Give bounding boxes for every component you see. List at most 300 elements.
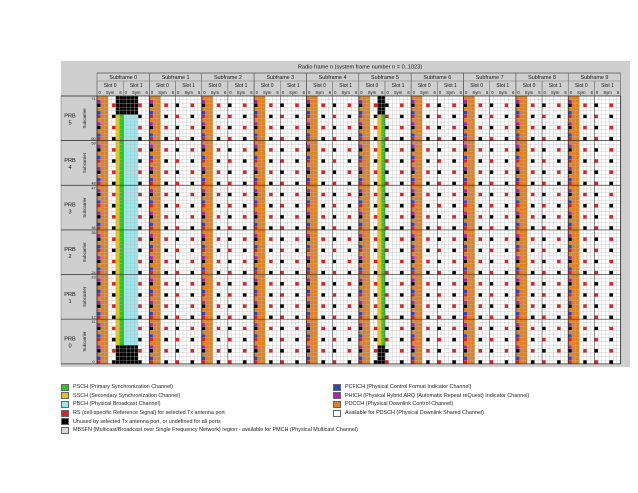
resource-element: [187, 122, 191, 126]
resource-element: [351, 118, 355, 122]
resource-element: [598, 156, 602, 160]
resource-element: [606, 111, 610, 115]
resource-element: [355, 129, 359, 133]
resource-element: [247, 156, 251, 160]
resource-element: [310, 137, 314, 141]
resource-element: [220, 111, 224, 115]
resource-element: [572, 103, 576, 107]
resource-element: [239, 141, 243, 145]
resource-element: [512, 122, 516, 126]
symbol-label: 0: [596, 90, 599, 95]
resource-element: [239, 156, 243, 160]
resource-element: [422, 96, 426, 100]
resource-element: [291, 137, 295, 141]
resource-element: [430, 115, 434, 119]
slot-label: Slot 1: [392, 83, 405, 89]
resource-element: [381, 137, 385, 141]
resource-element: [142, 129, 146, 133]
resource-element: [583, 107, 587, 111]
resource-element: [613, 103, 617, 107]
resource-element: [576, 115, 580, 119]
resource-element: [426, 126, 430, 130]
resource-element: [594, 118, 598, 122]
prb-label: PRB: [64, 292, 76, 298]
resource-element: [108, 141, 112, 145]
slot-label: Slot 0: [313, 83, 326, 89]
resource-element: [194, 107, 198, 111]
resource-element: [153, 126, 157, 130]
resource-element: [142, 111, 146, 115]
resource-element: [291, 126, 295, 130]
resource-element: [493, 148, 497, 152]
resource-element: [348, 129, 352, 133]
resource-element: [269, 144, 273, 148]
symbol-label: Sym: [525, 90, 534, 95]
resource-element: [344, 96, 348, 100]
resource-element: [565, 133, 569, 137]
resource-element: [516, 137, 520, 141]
resource-element: [512, 115, 516, 119]
resource-element: [366, 163, 370, 167]
resource-element: [288, 126, 292, 130]
resource-element: [179, 118, 183, 122]
resource-element: [333, 163, 337, 167]
resource-element: [209, 103, 213, 107]
resource-element: [553, 107, 557, 111]
resource-element: [250, 118, 254, 122]
resource-element: [161, 111, 165, 115]
resource-element: [501, 152, 505, 156]
resource-element: [116, 111, 120, 115]
resource-element: [310, 103, 314, 107]
resource-element: [527, 144, 531, 148]
resource-element: [153, 96, 157, 100]
resource-element: [493, 163, 497, 167]
resource-element: [101, 111, 105, 115]
resource-element: [104, 137, 108, 141]
resource-element: [441, 133, 445, 137]
resource-element: [277, 107, 281, 111]
resource-element: [355, 137, 359, 141]
resource-element: [97, 148, 101, 152]
resource-element: [228, 103, 232, 107]
resource-element: [318, 156, 322, 160]
resource-element: [445, 126, 449, 130]
resource-element: [348, 115, 352, 119]
resource-element: [269, 96, 273, 100]
resource-element: [579, 126, 583, 130]
resource-element: [415, 152, 419, 156]
resource-element: [617, 126, 621, 130]
resource-element: [404, 107, 408, 111]
resource-element: [415, 107, 419, 111]
resource-element: [366, 159, 370, 163]
resource-element: [202, 103, 206, 107]
resource-element: [146, 122, 150, 126]
resource-element: [467, 122, 471, 126]
resource-element: [277, 126, 281, 130]
resource-element: [482, 107, 486, 111]
resource-element: [168, 103, 172, 107]
resource-element: [478, 163, 482, 167]
resource-element: [321, 141, 325, 145]
resource-element: [258, 152, 262, 156]
resource-element: [164, 129, 168, 133]
resource-element: [445, 152, 449, 156]
resource-element: [265, 163, 269, 167]
resource-element: [385, 100, 389, 104]
resource-element: [104, 107, 108, 111]
resource-element: [273, 115, 277, 119]
resource-element: [512, 133, 516, 137]
resource-element: [561, 152, 565, 156]
resource-element: [434, 148, 438, 152]
resource-element: [471, 133, 475, 137]
resource-element: [557, 141, 561, 145]
resource-element: [617, 141, 621, 145]
resource-element: [269, 126, 273, 130]
resource-element: [146, 100, 150, 104]
resource-element: [609, 103, 613, 107]
resource-element: [452, 118, 456, 122]
resource-element: [213, 133, 217, 137]
resource-element: [321, 159, 325, 163]
resource-element: [606, 156, 610, 160]
resource-element: [284, 144, 288, 148]
resource-element: [404, 111, 408, 115]
resource-element: [609, 133, 613, 137]
resource-element: [97, 156, 101, 160]
resource-element: [441, 122, 445, 126]
resource-element: [299, 118, 303, 122]
resource-element: [318, 159, 322, 163]
resource-element: [258, 115, 262, 119]
resource-element: [478, 144, 482, 148]
resource-element: [239, 133, 243, 137]
resource-element: [553, 111, 557, 115]
resource-element: [561, 103, 565, 107]
resource-element: [310, 118, 314, 122]
resource-element: [572, 122, 576, 126]
resource-element: [538, 144, 542, 148]
resource-element: [583, 133, 587, 137]
resource-element: [617, 163, 621, 167]
resource-element: [157, 100, 161, 104]
resource-element: [329, 126, 333, 130]
resource-element: [291, 107, 295, 111]
resource-element: [576, 163, 580, 167]
slot-label: Slot 0: [261, 83, 274, 89]
resource-element: [228, 118, 232, 122]
resource-element: [112, 122, 116, 126]
resource-element: [344, 156, 348, 160]
resource-element: [497, 141, 501, 145]
resource-element: [572, 137, 576, 141]
resource-element: [430, 156, 434, 160]
resource-element: [191, 152, 195, 156]
resource-element: [609, 152, 613, 156]
resource-element: [617, 152, 621, 156]
resource-element: [464, 141, 468, 145]
resource-element: [568, 103, 572, 107]
resource-element: [325, 122, 329, 126]
resource-element: [348, 100, 352, 104]
resource-element: [325, 115, 329, 119]
resource-element: [460, 159, 464, 163]
resource-element: [426, 144, 430, 148]
resource-element: [396, 126, 400, 130]
resource-element: [157, 167, 161, 171]
resource-element: [116, 159, 120, 163]
resource-element: [538, 148, 542, 152]
symbol-label: 0: [256, 90, 259, 95]
resource-element: [445, 115, 449, 119]
resource-element: [583, 118, 587, 122]
resource-element: [262, 115, 266, 119]
resource-element: [101, 141, 105, 145]
resource-element: [583, 103, 587, 107]
resource-element: [392, 156, 396, 160]
resource-element: [321, 156, 325, 160]
resource-element: [456, 122, 460, 126]
resource-element: [205, 107, 209, 111]
resource-element: [370, 107, 374, 111]
resource-element: [400, 148, 404, 152]
resource-element: [475, 118, 479, 122]
resource-element: [512, 103, 516, 107]
resource-element: [602, 100, 606, 104]
resource-element: [247, 133, 251, 137]
resource-element: [172, 115, 176, 119]
resource-element: [198, 100, 202, 104]
resource-element: [239, 115, 243, 119]
resource-element: [527, 137, 531, 141]
resource-element: [258, 144, 262, 148]
resource-element: [538, 126, 542, 130]
resource-element: [187, 103, 191, 107]
resource-element: [355, 156, 359, 160]
resource-element: [142, 163, 146, 167]
resource-element: [108, 129, 112, 133]
resource-element: [602, 107, 606, 111]
resource-element: [351, 129, 355, 133]
subframe-label: Subframe 6: [423, 75, 451, 81]
resource-element: [411, 129, 415, 133]
resource-element: [220, 103, 224, 107]
resource-element: [452, 152, 456, 156]
resource-element: [411, 115, 415, 119]
resource-element: [306, 107, 310, 111]
resource-element: [609, 137, 613, 141]
resource-element: [550, 156, 554, 160]
resource-element: [419, 96, 423, 100]
resource-element: [374, 122, 378, 126]
resource-element: [168, 144, 172, 148]
resource-element: [149, 152, 153, 156]
resource-element: [172, 103, 176, 107]
resource-element: [161, 115, 165, 119]
resource-element: [310, 144, 314, 148]
resource-element: [557, 129, 561, 133]
resource-element: [149, 118, 153, 122]
resource-element: [531, 152, 535, 156]
resource-element: [310, 100, 314, 104]
resource-element: [277, 156, 281, 160]
resource-element: [546, 111, 550, 115]
resource-element: [232, 156, 236, 160]
resource-element: [112, 148, 116, 152]
resource-element: [277, 115, 281, 119]
resource-element: [359, 163, 363, 167]
resource-element: [318, 115, 322, 119]
resource-element: [493, 100, 497, 104]
resource-element: [396, 163, 400, 167]
resource-element: [314, 137, 318, 141]
resource-element: [280, 100, 284, 104]
resource-element: [262, 144, 266, 148]
resource-element: [553, 137, 557, 141]
resource-element: [306, 103, 310, 107]
resource-element: [464, 103, 468, 107]
resource-element: [594, 148, 598, 152]
resource-element: [217, 129, 221, 133]
resource-element: [288, 144, 292, 148]
resource-element: [254, 159, 258, 163]
resource-element: [191, 159, 195, 163]
resource-element: [217, 111, 221, 115]
resource-element: [243, 129, 247, 133]
resource-element: [464, 133, 468, 137]
resource-element: [449, 152, 453, 156]
resource-element: [224, 107, 228, 111]
resource-element: [374, 159, 378, 163]
resource-element: [336, 126, 340, 130]
resource-element: [415, 103, 419, 107]
resource-element: [258, 118, 262, 122]
resource-element: [306, 129, 310, 133]
resource-element: [505, 152, 509, 156]
resource-element: [441, 111, 445, 115]
resource-element: [351, 133, 355, 137]
resource-element: [138, 141, 142, 145]
resource-element: [176, 118, 180, 122]
resource-element: [183, 159, 187, 163]
resource-element: [542, 159, 546, 163]
resource-element: [250, 96, 254, 100]
subcarrier-axis-label: Subcarrier: [82, 286, 87, 307]
resource-element: [437, 133, 441, 137]
resource-element: [149, 137, 153, 141]
resource-element: [340, 100, 344, 104]
resource-element: [512, 141, 516, 145]
resource-element: [445, 103, 449, 107]
resource-element: [284, 100, 288, 104]
resource-element: [617, 156, 621, 160]
resource-element: [512, 159, 516, 163]
resource-element: [359, 152, 363, 156]
resource-element: [411, 103, 415, 107]
resource-element: [239, 163, 243, 167]
resource-element: [112, 144, 116, 148]
resource-element: [579, 103, 583, 107]
resource-element: [262, 122, 266, 126]
resource-element: [161, 137, 165, 141]
resource-element: [482, 103, 486, 107]
resource-element: [568, 152, 572, 156]
resource-element: [370, 115, 374, 119]
resource-element: [363, 100, 367, 104]
resource-element: [149, 126, 153, 130]
slot-label: Slot 0: [470, 83, 483, 89]
resource-element: [370, 133, 374, 137]
resource-element: [561, 133, 565, 137]
subframe-label: Subframe 5: [371, 75, 399, 81]
resource-element: [250, 115, 254, 119]
resource-element: [161, 100, 165, 104]
resource-element: [146, 163, 150, 167]
resource-element: [550, 122, 554, 126]
resource-element: [576, 103, 580, 107]
resource-element: [149, 115, 153, 119]
symbol-label: 0: [125, 90, 128, 95]
resource-element: [269, 107, 273, 111]
resource-element: [318, 96, 322, 100]
resource-element: [467, 148, 471, 152]
resource-element: [576, 133, 580, 137]
resource-element: [265, 141, 269, 145]
resource-element: [146, 107, 150, 111]
resource-element: [572, 148, 576, 152]
resource-element: [415, 100, 419, 104]
resource-element: [333, 156, 337, 160]
resource-element: [157, 137, 161, 141]
resource-element: [108, 107, 112, 111]
resource-element: [310, 159, 314, 163]
resource-element: [258, 156, 262, 160]
resource-element: [194, 167, 198, 171]
subcarrier-bottom-index: 60: [91, 136, 96, 141]
resource-element: [591, 152, 595, 156]
resource-element: [490, 126, 494, 130]
resource-element: [598, 141, 602, 145]
resource-element: [179, 126, 183, 130]
resource-element: [523, 148, 527, 152]
resource-element: [235, 118, 239, 122]
resource-element: [172, 107, 176, 111]
resource-element: [194, 163, 198, 167]
resource-element: [194, 144, 198, 148]
resource-element: [602, 122, 606, 126]
resource-element: [220, 163, 224, 167]
resource-element: [123, 148, 127, 152]
resource-element: [295, 111, 299, 115]
resource-element: [194, 129, 198, 133]
resource-element: [579, 159, 583, 163]
resource-element: [194, 148, 198, 152]
resource-element: [441, 156, 445, 160]
resource-element: [333, 144, 337, 148]
resource-element: [557, 152, 561, 156]
resource-element: [576, 129, 580, 133]
resource-element: [617, 133, 621, 137]
resource-element: [505, 141, 509, 145]
resource-element: [138, 111, 142, 115]
symbol-label: 0: [229, 90, 232, 95]
resource-element: [205, 167, 209, 171]
resource-element: [493, 133, 497, 137]
resource-element: [104, 96, 108, 100]
resource-element: [149, 100, 153, 104]
